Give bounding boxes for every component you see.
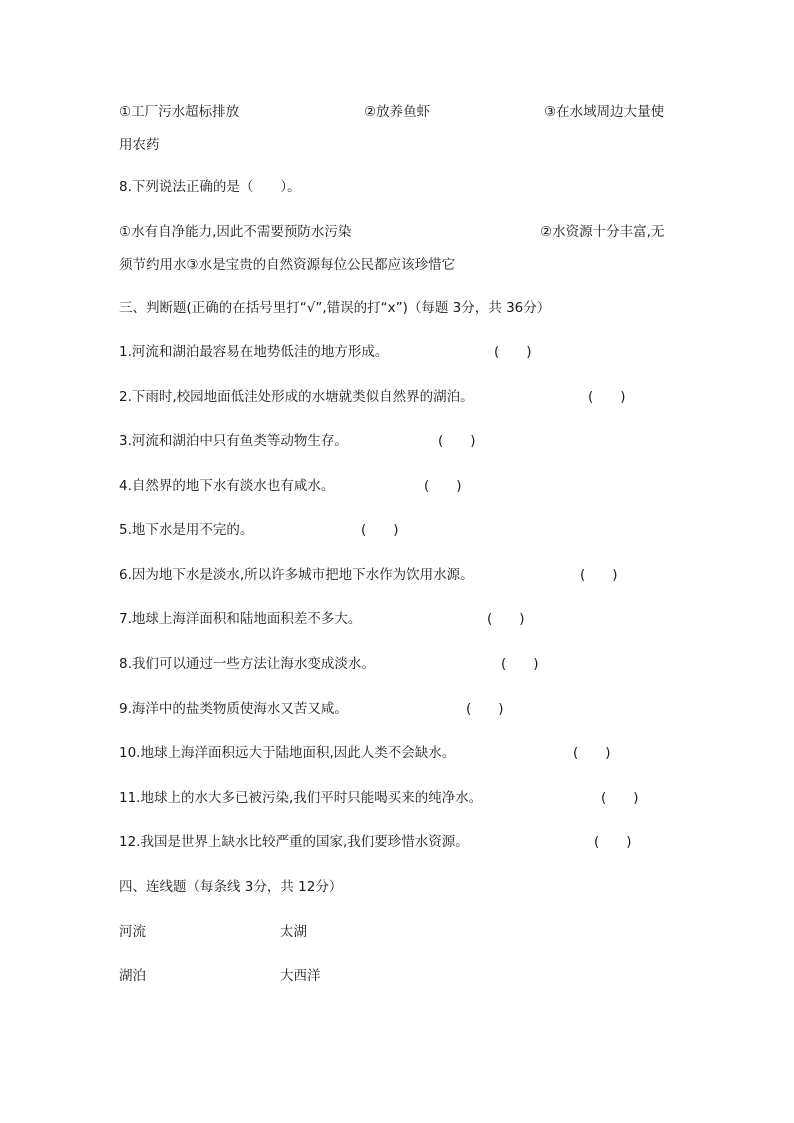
tf-item-12: 12.我国是世界上缺水比较严重的国家,我们要珍惜水资源。 <box>119 834 469 850</box>
tf-item-10: 10.地球上海洋面积远大于陆地面积,因此人类不会缺水。 <box>119 745 456 761</box>
answer-paren-12[interactable]: ( ) <box>594 834 632 850</box>
answer-paren-9[interactable]: ( ) <box>466 701 504 717</box>
q7-option-2: ②放养鱼虾 <box>364 104 431 120</box>
tf-item-5: 5.地下水是用不完的。 <box>119 522 254 538</box>
match-left-item-1[interactable]: 河流 <box>119 924 146 940</box>
answer-paren-4[interactable]: ( ) <box>424 478 462 494</box>
match-left-item-2[interactable]: 湖泊 <box>119 968 146 984</box>
tf-item-1: 1.河流和湖泊最容易在地势低洼的地方形成。 <box>119 344 389 360</box>
tf-item-2: 2.下雨时,校园地面低洼处形成的水塘就类似自然界的湖泊。 <box>119 389 474 405</box>
answer-paren-6[interactable]: ( ) <box>580 567 618 583</box>
tf-item-11: 11.地球上的水大多已被污染,我们平时只能喝买来的纯净水。 <box>119 790 483 806</box>
q8-stem: 8.下列说法正确的是（ ）。 <box>119 179 301 195</box>
answer-paren-5[interactable]: ( ) <box>361 522 399 538</box>
tf-item-6: 6.因为地下水是淡水,所以许多城市把地下水作为饮用水源。 <box>119 567 474 583</box>
tf-item-9: 9.海洋中的盐类物质使海水又苦又咸。 <box>119 701 348 717</box>
q7-option-1: ①工厂污水超标排放 <box>119 104 240 120</box>
answer-paren-10[interactable]: ( ) <box>573 745 611 761</box>
q7-option-3: ③在水域周边大量使 <box>544 104 665 120</box>
answer-paren-7[interactable]: ( ) <box>487 611 525 627</box>
section-4-heading: 四、连线题（每条线 3分，共 12分） <box>119 879 343 895</box>
q8-option-1: ①水有自净能力,因此不需要预防水污染 <box>119 224 352 240</box>
tf-item-4: 4.自然界的地下水有淡水也有咸水。 <box>119 478 335 494</box>
tf-item-8: 8.我们可以通过一些方法让海水变成淡水。 <box>119 656 375 672</box>
answer-paren-11[interactable]: ( ) <box>601 790 639 806</box>
match-right-item-2[interactable]: 大西洋 <box>280 968 321 984</box>
q8-option-2-3-cont: 须节约用水③水是宝贵的自然资源每位公民都应该珍惜它 <box>119 257 456 273</box>
answer-paren-2[interactable]: ( ) <box>588 389 626 405</box>
answer-paren-8[interactable]: ( ) <box>501 656 539 672</box>
answer-paren-1[interactable]: ( ) <box>494 344 532 360</box>
section-3-heading: 三、判断题(正确的在括号里打“√”,错误的打“x”)（每题 3分，共 36分） <box>119 300 551 316</box>
answer-paren-3[interactable]: ( ) <box>438 433 476 449</box>
match-right-item-1[interactable]: 太湖 <box>280 924 307 940</box>
q7-option-3-cont: 用农药 <box>119 137 160 153</box>
q8-option-2: ②水资源十分丰富,无 <box>540 224 665 240</box>
tf-item-7: 7.地球上海洋面积和陆地面积差不多大。 <box>119 611 362 627</box>
tf-item-3: 3.河流和湖泊中只有鱼类等动物生存。 <box>119 433 348 449</box>
